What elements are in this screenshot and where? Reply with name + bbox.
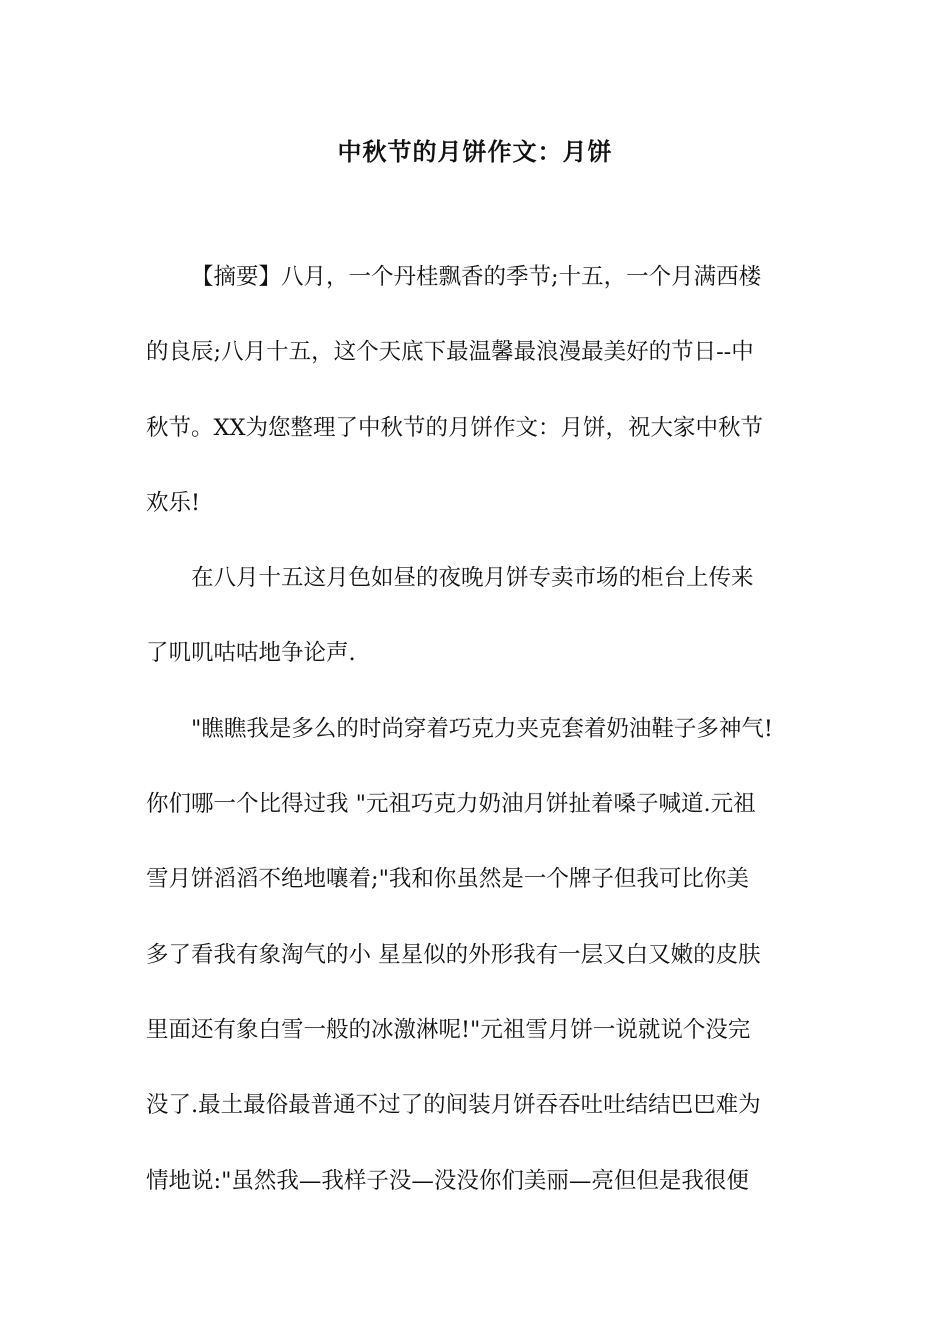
document-title: 中秋节的月饼作文：月饼 — [337, 138, 613, 166]
paragraph-line: "瞧瞧我是多么的时尚穿着巧克力夹克套着奶油鞋子多神气! — [191, 715, 773, 742]
paragraph-line: 雪月饼滔滔不绝地嚷着;"我和你虽然是一个牌子但我可比你美 — [146, 866, 749, 893]
paragraph-line: 情地说:"虽然我—我样子没—没没你们美丽—亮但但是我很便 — [146, 1167, 749, 1194]
paragraph-abstract-line: 【摘要】八月，一个丹桂飘香的季节;十五，一个月满西楼 — [191, 264, 762, 290]
paragraph-line: 了叽叽咕咕地争论声. — [146, 640, 356, 667]
paragraph-line: 没了.最土最俗最普通不过了的间装月饼吞吞吐吐结结巴巴难为 — [146, 1092, 761, 1119]
document-body — [146, 257, 811, 1236]
paragraph-line: 里面还有象白雪一般的冰激淋呢!"元祖雪月饼一说就说个没完 — [146, 1016, 751, 1043]
paragraph-line: 在八月十五这月色如昼的夜晚月饼专卖市场的柜台上传来 — [191, 565, 754, 592]
paragraph-line: 你们哪一个比得过我 "元祖巧克力奶油月饼扯着嗓子喊道.元祖 — [146, 791, 756, 818]
paragraph-abstract-line: 秋节。XX为您整理了中秋节的月饼作文：月饼，祝大家中秋节 — [146, 414, 764, 441]
paragraph-abstract-line: 欢乐! — [146, 489, 201, 516]
paragraph-line: 多了看我有象淘气的小 星星似的外形我有一层又白又嫩的皮肤 — [146, 941, 761, 968]
paragraph-abstract-line: 的良辰;八月十五，这个天底下最温馨最浪漫最美好的节日--中 — [146, 339, 754, 366]
